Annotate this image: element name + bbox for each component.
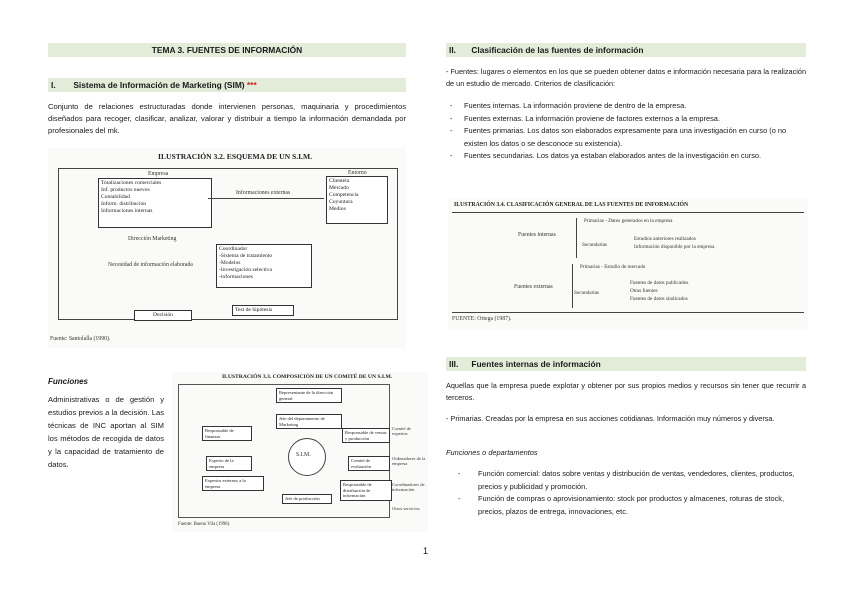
section2-heading bbox=[446, 43, 806, 57]
informaciones-externas-label: Informaciones externas bbox=[236, 190, 291, 196]
committee-side-note: Ordenadores de la empresa bbox=[392, 456, 426, 466]
departamentos-list bbox=[458, 468, 804, 518]
decision-box: Decisión bbox=[134, 310, 192, 321]
internas-definition: Aquellas que la empresa puede explotar y obtener por sus propios medios y recursos sin tener que recurrir a terceros. bbox=[446, 381, 806, 402]
figure-source: FUENTE: Ortega (1987). bbox=[452, 316, 512, 322]
committee-node: Comité de evaluación bbox=[348, 456, 390, 471]
list-item: - Fuentes secundarias. Los datos ya estaban elaborados antes de la investigación en curso. bbox=[450, 150, 806, 163]
committee-node: Experto de la empresa bbox=[206, 456, 252, 471]
empresa-item: Contabilidad bbox=[101, 194, 130, 200]
section3-heading bbox=[446, 357, 806, 371]
sim-center-label: S.I.M. bbox=[296, 452, 311, 458]
externas-secundarias-label: Secundarias bbox=[574, 290, 600, 296]
page-title: TEMA 3. FUENTES DE INFORMACIÓN bbox=[151, 45, 303, 55]
list-item: - Función comercial: datos sobre ventas y distribución de ventas, vendedores, clientes, productos, precios y publicidad y promoción. bbox=[458, 468, 804, 493]
section1-number: I. bbox=[51, 80, 56, 90]
funciones-heading: Funciones bbox=[48, 377, 89, 386]
sim-schema-figure bbox=[48, 148, 406, 348]
committee-node: Responsable de distribución de información bbox=[340, 480, 392, 501]
entorno-item: Competencia bbox=[329, 192, 359, 198]
entorno-label: Entorno bbox=[348, 170, 367, 176]
title-band bbox=[48, 43, 406, 57]
empresa-item: Inf. productos nuevos bbox=[101, 187, 150, 193]
empresa-label: Empresa bbox=[148, 171, 169, 177]
empresa-box bbox=[98, 178, 212, 228]
entorno-item: Clientela bbox=[329, 178, 350, 184]
externas-sec-item: Otras fuentes bbox=[630, 288, 658, 294]
empresa-item: Totalizaciones comerciales bbox=[101, 180, 162, 186]
coordinador-item: -informaciones bbox=[219, 274, 253, 280]
classification-list bbox=[450, 100, 806, 163]
internas-primarias: Primarias - Datos generados en la empresa bbox=[584, 218, 673, 224]
section2-number: II. bbox=[449, 45, 456, 55]
internas-label: Fuentes internas bbox=[518, 232, 556, 238]
internas-secundarias-label: Secundarias bbox=[582, 242, 608, 248]
funciones-text: Administrativas o de gestión y estudios previos a la decisión. Las técnicas de INC aportan al SIM los métodos de recogida de datos y la capacidad de tratamiento de datos. bbox=[48, 395, 164, 469]
entorno-item: Medios bbox=[329, 206, 346, 212]
externas-primarias: Primarias - Estudio de mercado bbox=[580, 264, 646, 270]
committee-side-note: Otros servicios bbox=[392, 506, 420, 511]
committee-node: Jefe del departamento de Marketing bbox=[276, 414, 342, 429]
committee-node: Responsable de finanzas bbox=[202, 426, 252, 441]
list-item: - Fuentes primarias. Los datos son elaborados expresamente para una investigación en curso (o no existen los datos o se desconoce su existencia). bbox=[450, 125, 806, 150]
entorno-item: Mercado bbox=[329, 185, 349, 191]
figure-caption: ILUSTRACIÓN 3.2. ESQUEMA DE UN S.I.M. bbox=[158, 152, 313, 161]
entorno-item: Coyuntura bbox=[329, 199, 353, 205]
sim-definition: Conjunto de relaciones estructuradas donde intervienen personas, maquinaria y procedimientos diseñados para recoger, clasificar, analizar, valorar y distribuir a tiempo la información demandada por profesionales del mk. bbox=[48, 102, 406, 135]
committee-side-note: Comité de expertos bbox=[392, 426, 412, 436]
committee-node: Responsable de ventas y producción bbox=[342, 428, 390, 443]
coordinador-box bbox=[216, 244, 312, 288]
section1-title: Sistema de Información de Marketing (SIM) bbox=[73, 80, 245, 90]
externas-sec-item: Fuentes de datos sindicados bbox=[630, 296, 688, 302]
page-number: 1 bbox=[423, 546, 429, 556]
section2-title: Clasificación de las fuentes de información bbox=[471, 45, 644, 55]
committee-node: Representante de la dirección general bbox=[276, 388, 342, 403]
primarias-definition: - Primarias. Creadas por la empresa en sus acciones cotidianas. Información muy números y diversa. bbox=[446, 414, 775, 423]
internas-sec-item: Información disponible por la empresa bbox=[634, 244, 715, 250]
coordinador-item: -Investigación selectiva bbox=[219, 267, 272, 273]
necesidad-label: Necesidad de información elaborada bbox=[108, 262, 193, 268]
section3-title: Fuentes internas de información bbox=[471, 359, 601, 369]
fuentes-intro: - Fuentes: lugares o elementos en los que se pueden obtener datos e información necesaria para la realización de un estudio de mercado. Criterios de clasificación: bbox=[446, 67, 806, 88]
coordinador-item: -Modelos bbox=[219, 260, 241, 266]
classification-figure bbox=[448, 198, 808, 330]
figure-source: Fuente: Santolalla (1990). bbox=[50, 336, 111, 342]
entorno-box bbox=[326, 176, 388, 224]
sim-committee-figure bbox=[172, 372, 428, 532]
committee-node: Expertos externos a la empresa bbox=[202, 476, 264, 491]
externas-sec-item: Fuentes de datos publicados bbox=[630, 280, 689, 286]
internas-sec-item: Estudios anteriores realizados bbox=[634, 236, 696, 242]
externas-label: Fuentes externas bbox=[514, 284, 553, 290]
figure-rule-top bbox=[452, 212, 804, 213]
importance-stars: *** bbox=[246, 80, 257, 90]
brace bbox=[572, 264, 577, 308]
section3-number: III. bbox=[449, 359, 459, 369]
committee-side-note: Coordinadores de información bbox=[392, 482, 425, 492]
list-item: - Fuentes externas. La información proviene de factores externos a la empresa. bbox=[450, 113, 806, 126]
figure-source: Fuente: Bueno Vila (1990). bbox=[178, 522, 231, 527]
arrow-line bbox=[208, 198, 324, 199]
figure-caption: ILUSTRACIÓN 3.3. COMPOSICIÓN DE UN COMITÉ DE UN S.I.M. bbox=[222, 374, 393, 380]
brace bbox=[576, 218, 581, 258]
coordinador-item: -Sistema de tratamiento bbox=[219, 253, 273, 259]
section1-heading bbox=[48, 78, 406, 92]
figure-rule-bottom bbox=[452, 312, 804, 313]
list-item: - Función de compras o aprovisionamiento: stock por productos y almacenes, roturas de stock, precios, plazos de entrega, innovaciones, etc. bbox=[458, 493, 804, 518]
coordinador-item: Coordinador bbox=[219, 246, 248, 252]
empresa-item: Inform. distribución bbox=[101, 201, 147, 207]
direccion-marketing-label: Dirección Marketing bbox=[128, 236, 177, 242]
list-item: - Fuentes internas. La información proviene de dentro de la empresa. bbox=[450, 100, 806, 113]
hipotesis-box: Test de hipótesis bbox=[232, 305, 294, 316]
committee-node: Jefe de producción bbox=[282, 494, 332, 504]
empresa-item: Informaciones internas bbox=[101, 208, 153, 214]
departamentos-subheading: Funciones o departamentos bbox=[446, 448, 538, 457]
figure-caption: ILUSTRACIÓN 3.4. CLASIFICACIÓN GENERAL DE LAS FUENTES DE INFORMACIÓN bbox=[454, 202, 689, 208]
